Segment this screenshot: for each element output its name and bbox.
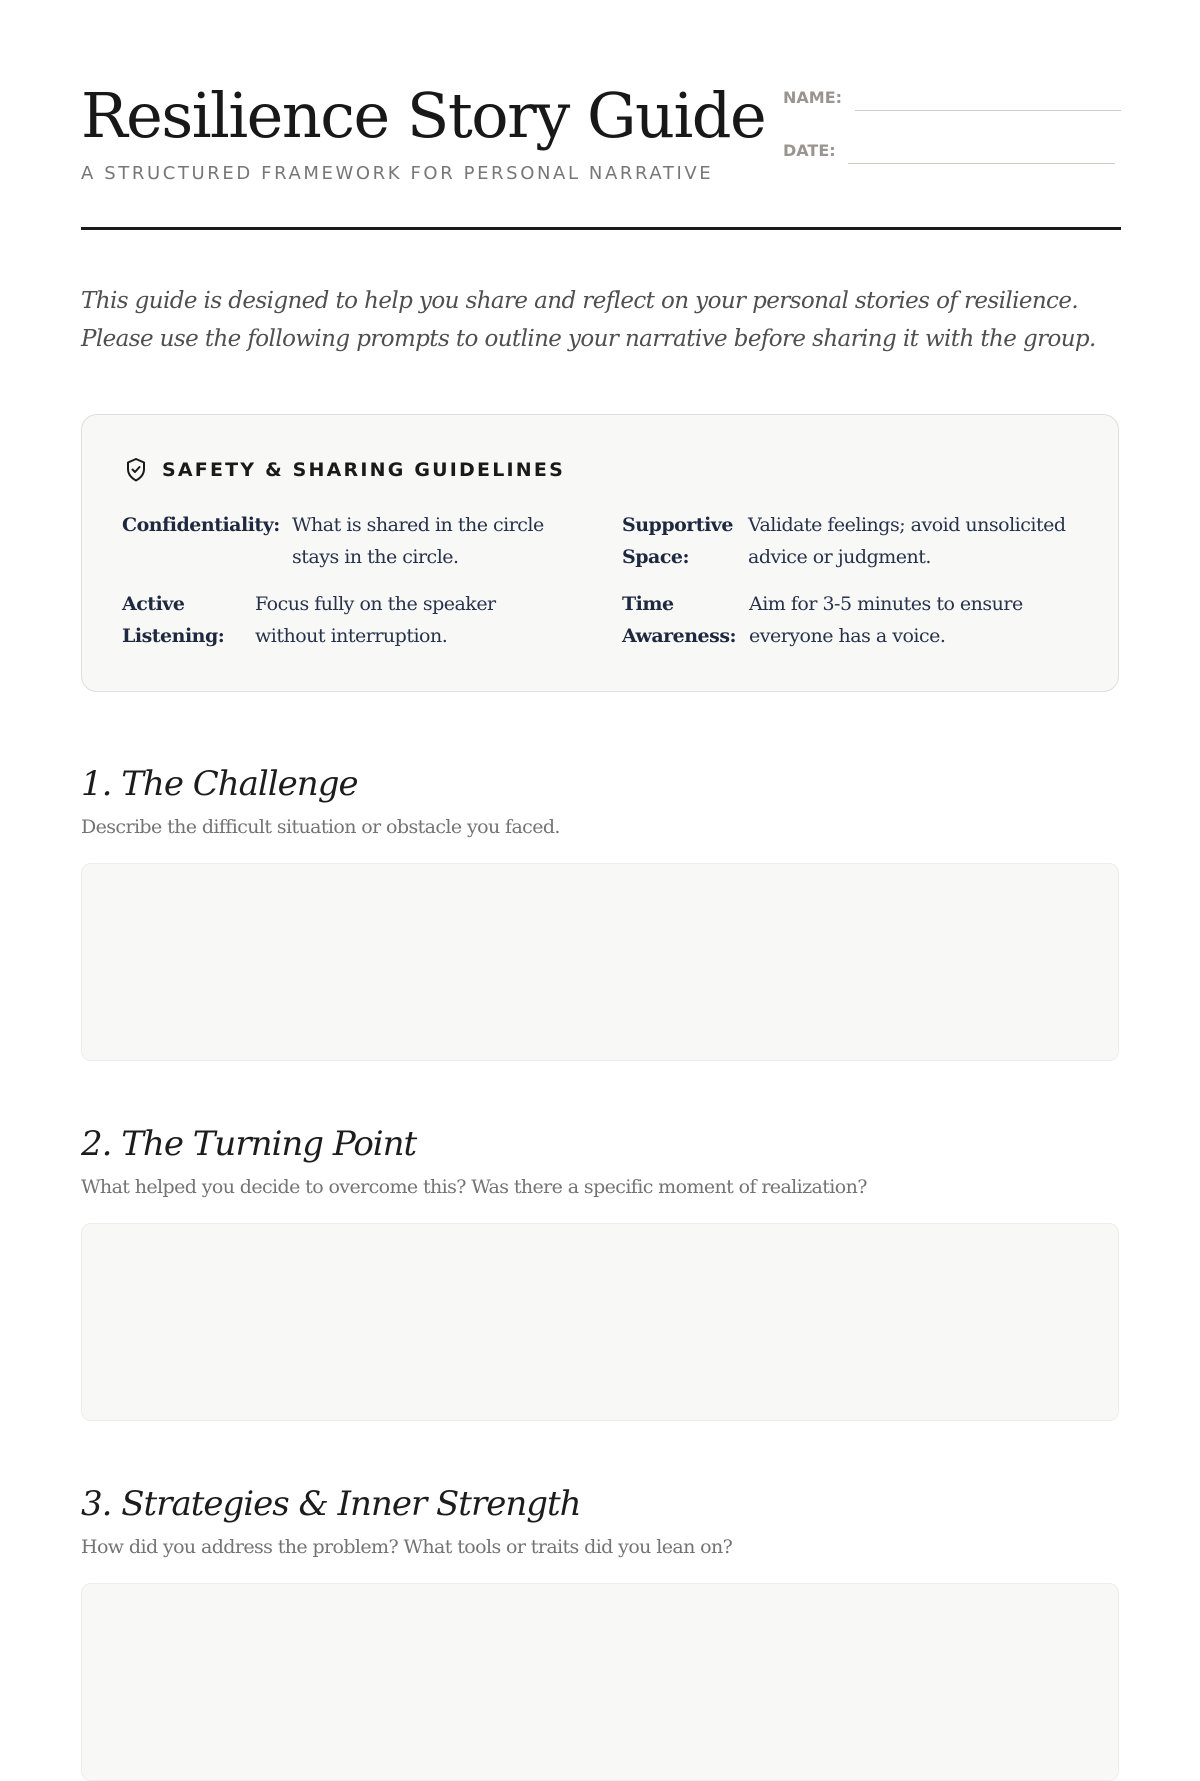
name-label: NAME: bbox=[783, 88, 843, 107]
worksheet-page bbox=[81, 0, 1121, 1558]
guideline-item bbox=[622, 509, 1092, 573]
section-strategies bbox=[81, 1482, 1121, 1781]
guideline-description: Validate feelings; avoid unsolicited advice or judgment. bbox=[748, 514, 1066, 568]
guideline-description: Focus fully on the speaker without interruption. bbox=[255, 593, 496, 647]
section-turning-point bbox=[81, 1122, 1121, 1421]
guideline-term: Confidentiality: bbox=[122, 514, 280, 536]
section-prompt: Describe the difficult situation or obstacle you faced. bbox=[81, 816, 560, 838]
section-prompt: What helped you decide to overcome this? Was there a specific moment of realization? bbox=[81, 1176, 867, 1198]
guideline-description: What is shared in the circle stays in the circle. bbox=[292, 514, 544, 568]
guideline-description: Aim for 3-5 minutes to ensure everyone has a voice. bbox=[749, 593, 1023, 647]
section-challenge bbox=[81, 762, 1121, 1061]
section-prompt: How did you address the problem? What tools or traits did you lean on? bbox=[81, 1536, 733, 1558]
date-field[interactable] bbox=[783, 139, 1121, 192]
section-title: 1. The Challenge bbox=[81, 764, 358, 804]
guidelines-box bbox=[81, 414, 1119, 692]
section-title: 2. The Turning Point bbox=[81, 1124, 417, 1164]
section-title: 3. Strategies & Inner Strength bbox=[81, 1484, 581, 1524]
guideline-term: Active Listening: bbox=[122, 593, 225, 647]
name-line[interactable] bbox=[855, 110, 1121, 111]
document-title: Resilience Story Guide bbox=[81, 79, 766, 152]
intro-text: This guide is designed to help you share and reflect on your personal stories of resilience. Please use the following prompts to outline your narrative before sharing it with the group. bbox=[81, 288, 1096, 352]
response-box[interactable] bbox=[81, 1223, 1119, 1421]
guidelines-title: SAFETY & SHARING GUIDELINES bbox=[162, 459, 565, 481]
name-date-fields bbox=[783, 86, 1121, 192]
response-box[interactable] bbox=[81, 1583, 1119, 1781]
document-header bbox=[81, 0, 1121, 232]
guideline-item bbox=[122, 509, 562, 573]
guideline-term: Supportive Space: bbox=[622, 514, 733, 568]
date-label: DATE: bbox=[783, 141, 836, 160]
guideline-term: Time Awareness: bbox=[622, 593, 737, 647]
shield-check-icon bbox=[124, 457, 148, 483]
name-field[interactable] bbox=[783, 86, 1121, 139]
document-subtitle: A STRUCTURED FRAMEWORK FOR PERSONAL NARRATIVE bbox=[81, 163, 714, 184]
date-line[interactable] bbox=[848, 163, 1115, 164]
guideline-item bbox=[122, 588, 562, 652]
guidelines-header bbox=[124, 457, 565, 483]
header-divider bbox=[81, 227, 1121, 230]
guideline-item bbox=[622, 588, 1092, 652]
response-box[interactable] bbox=[81, 863, 1119, 1061]
